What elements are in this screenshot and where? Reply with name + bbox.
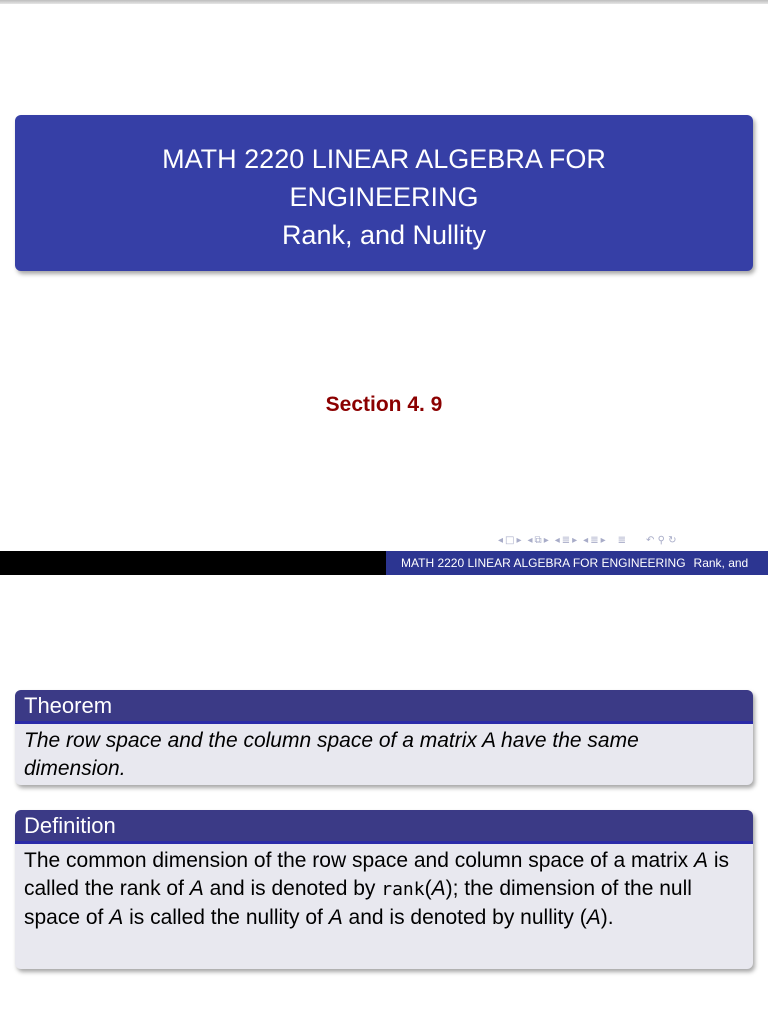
def-text-6: is called the nullity of [123, 906, 329, 929]
subsection-prev-icon[interactable]: ◂ [527, 534, 533, 546]
frame-prev-icon[interactable]: ◂ [498, 534, 504, 546]
def-var-a-3: A [431, 877, 446, 900]
frame-next-icon[interactable]: ▸ [516, 534, 522, 546]
theorem-block [15, 690, 753, 785]
def-text-5: ); the dimension of the null space of [24, 877, 692, 929]
section-icon[interactable]: ≣ [561, 534, 571, 546]
document-prev-icon[interactable]: ◂ [583, 534, 589, 546]
section-next-icon[interactable]: ▸ [572, 534, 578, 546]
def-rank-operator: rank [381, 879, 425, 900]
def-var-a-5: A [328, 906, 343, 929]
footer-title [386, 551, 768, 575]
title-line-1: MATH 2220 LINEAR ALGEBRA FOR [162, 144, 606, 174]
page-top-rule [0, 0, 768, 4]
subtitle-line: Rank, and Nullity [281, 220, 487, 250]
document-icon[interactable]: ≣ [590, 534, 599, 546]
slide-footer-bar [0, 551, 768, 575]
section-label: Section 4. 9 [325, 393, 443, 416]
def-text-2: is called the rank of [24, 849, 730, 900]
document-nav [583, 535, 605, 546]
def-text-4: ( [424, 877, 432, 900]
document-next-icon[interactable]: ▸ [600, 534, 606, 546]
footer-subtitle-text: Rank, and [693, 556, 749, 570]
subsection-next-icon[interactable]: ▸ [543, 534, 549, 546]
theorem-heading: Theorem [15, 690, 753, 724]
title-line-2: ENGINEERING [289, 182, 479, 212]
def-var-a-4: A [109, 906, 124, 929]
definition-block [15, 810, 753, 969]
footer-title-text: MATH 2220 LINEAR ALGEBRA FOR ENGINEERING [401, 556, 686, 570]
def-var-a-6: A [586, 906, 601, 929]
section-nav [555, 535, 577, 546]
section-prev-icon[interactable]: ◂ [554, 534, 560, 546]
slide-title-box [15, 115, 753, 271]
subsection-icon[interactable]: ⧉ [534, 534, 542, 546]
subsection-nav [528, 535, 549, 546]
search-back-forward-icons[interactable]: ↶ ⚲ ↻ [646, 534, 677, 546]
frame-icon[interactable]: □ [505, 534, 515, 546]
definition-heading: Definition [15, 810, 753, 844]
beamer-navigation-bar [498, 532, 768, 548]
toc-icon[interactable]: ≣ [617, 534, 627, 546]
definition-body [15, 844, 753, 940]
def-text-3: and is denoted by [203, 877, 382, 900]
frame-nav [498, 535, 522, 546]
def-var-a-2: A [189, 877, 204, 900]
def-text-8: ). [600, 906, 614, 929]
theorem-body: The row space and the column space of a matrix A have the same dimension. [24, 729, 639, 780]
def-text-7: and is denoted by nullity ( [342, 906, 587, 929]
def-text-1: The common dimension of the row space and column space of a matrix [24, 849, 694, 872]
def-var-a-1: A [694, 849, 709, 872]
